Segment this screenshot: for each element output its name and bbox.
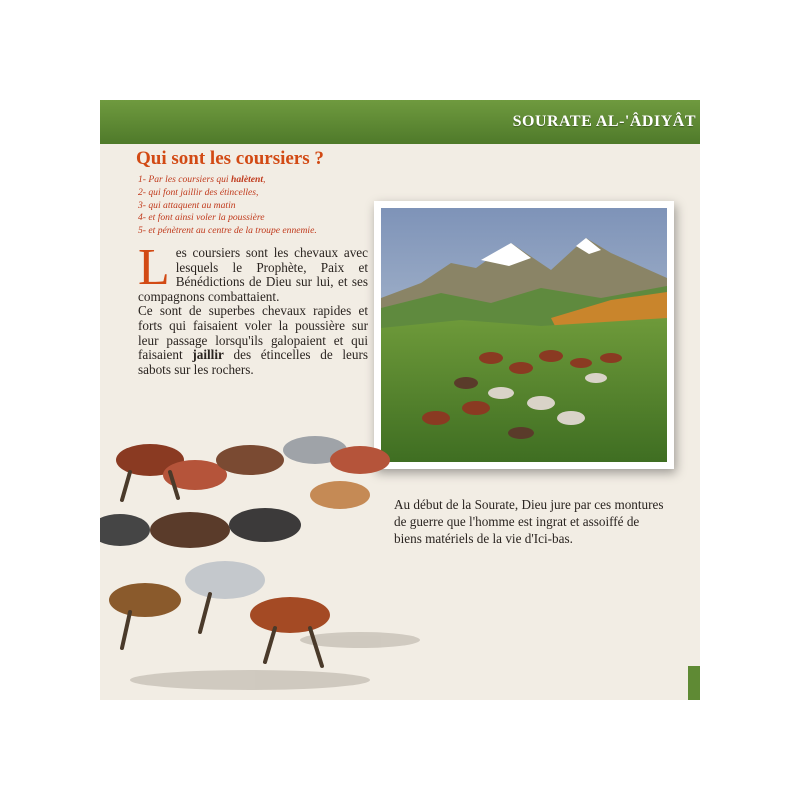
main-paragraph: [138, 239, 368, 377]
surah-title: SOURATE AL-'ÂDIYÂT: [512, 113, 696, 130]
header-band: [100, 100, 700, 144]
verse-line: 1- Par les coursiers qui halètent,: [138, 174, 266, 185]
page-edge-tab: [688, 666, 700, 700]
conclusion-paragraph: Au début de la Sourate, Dieu jure par ces montures de guerre que l'homme est ingrat et assoiffé de biens matériels de la vie d'Ici-bas.: [394, 497, 664, 546]
book-page: [100, 100, 700, 700]
mountain-horses-illustration: [381, 208, 667, 462]
verse-line: 4- et font ainsi voler la poussière: [138, 212, 265, 224]
paragraph-two-end: des étincelles de leurs sabots sur les rochers.: [138, 347, 368, 377]
verse-line: 5- et pénètrent au centre de la troupe ennemie.: [138, 225, 317, 237]
section-heading: Qui sont les coursiers ?: [136, 148, 324, 169]
drop-cap: L: [138, 239, 170, 296]
paragraph-two: Ce sont de superbes chevaux rapides et forts qui faisaient voler la poussière sur leur passage lorsqu'ils galopaient et qui faisaient: [138, 303, 368, 363]
verse-list: [138, 174, 408, 238]
paragraph-one: es coursiers sont les chevaux avec lesquels le Prophète, Paix et Bénédictions de Dieu sur lui, et ses compagnons combattaient.: [138, 245, 368, 304]
galloping-horses-illustration: [100, 400, 420, 700]
verse-line: 3- qui attaquent au matin: [138, 199, 236, 211]
bold-word: jaillir: [192, 347, 224, 363]
verse-line: 2- qui font jaillir des étincelles,: [138, 186, 259, 198]
